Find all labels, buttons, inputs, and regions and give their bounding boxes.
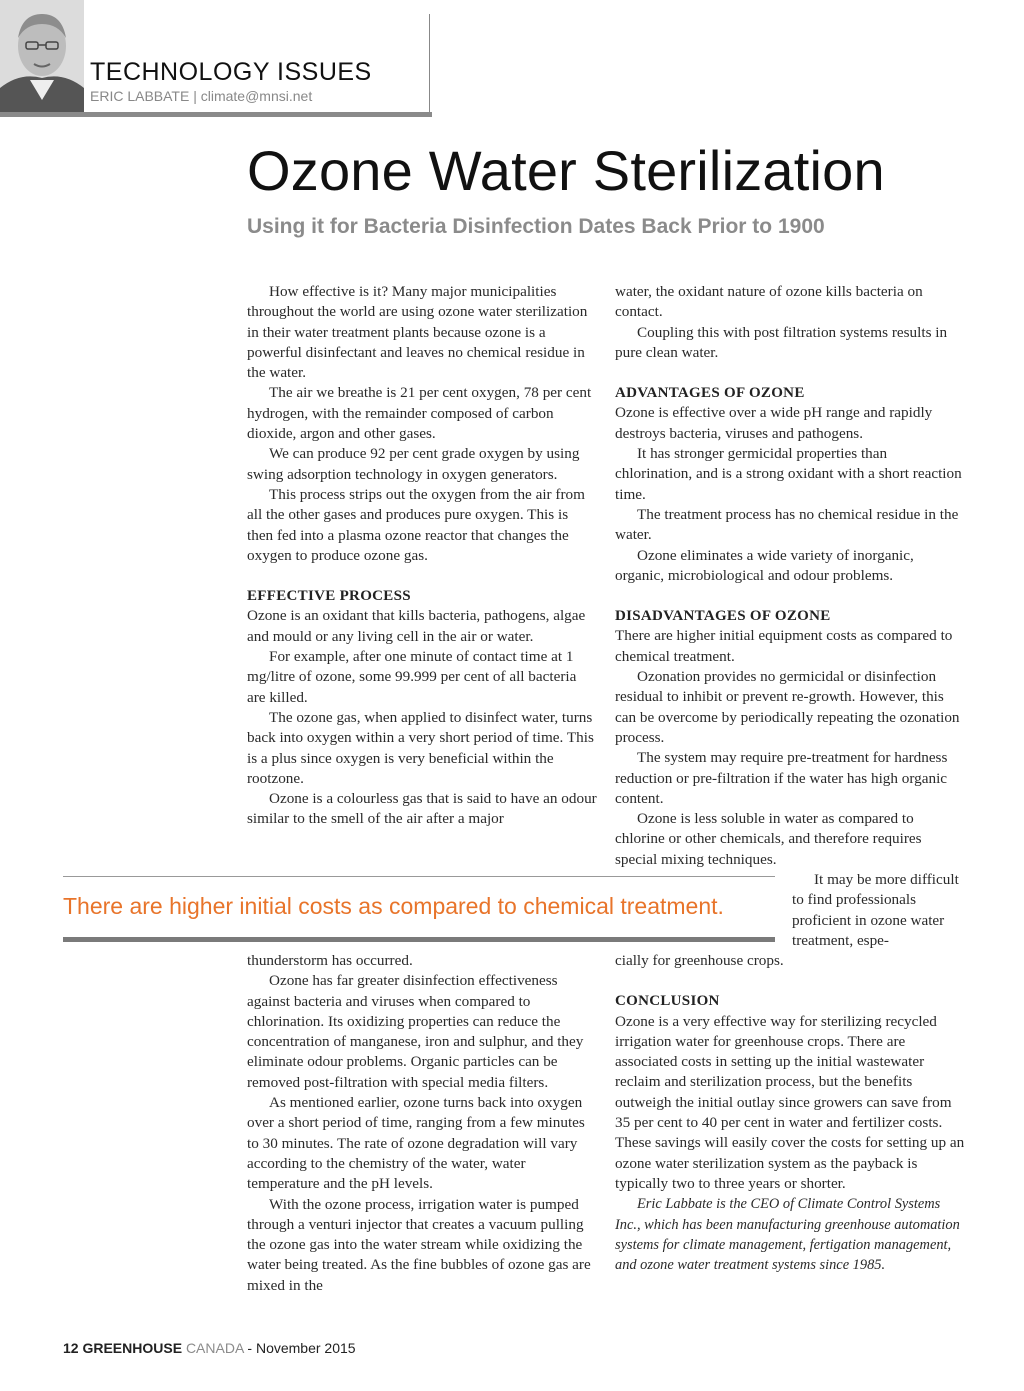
article-subtitle: Using it for Bacteria Disinfection Dates Back Prior to 1900 <box>247 215 825 238</box>
header-divider-bar <box>0 112 432 117</box>
section-heading-disadvantages: DISADVANTAGES OF OZONE <box>615 608 831 625</box>
column-2-bottom <box>615 951 965 1275</box>
paragraph: With the ozone process, irrigation water is pumped through a venturi injector that creates a vacuum pulling the ozone gas into the water stream while oxidizing the water being treated. As the fine bubbles of ozone gas are mixed in the <box>247 1195 591 1294</box>
pull-quote-rule-bottom <box>63 937 775 942</box>
column-1-top <box>247 282 597 830</box>
paragraph: There are higher initial equipment costs as compared to chemical treatment. <box>615 627 953 665</box>
column-1-bottom <box>247 951 597 1296</box>
paragraph: Ozonation provides no germicidal or disinfection residual to inhibit or prevent re-growth. However, this can be overcome by periodically repeating the ozonation process. <box>615 668 960 746</box>
paragraph: Coupling this with post filtration systems results in pure clean water. <box>615 323 948 361</box>
paragraph: For example, after one minute of contact time at 1 mg/litre of ozone, some 99.999 per cent of all bacteria are killed. <box>247 648 577 706</box>
section-heading-advantages: ADVANTAGES OF OZONE <box>615 385 805 402</box>
column-header <box>0 0 432 118</box>
header-divider-vertical <box>429 14 430 114</box>
pull-quote-rule-top <box>63 876 775 877</box>
paragraph: As mentioned earlier, ozone turns back into oxygen over a short period of time, ranging from a few minutes to 30 minutes. The rate of ozone degradation will vary according to the chemistry of the water, water temperature and the pH levels. <box>247 1094 585 1193</box>
paragraph: It has stronger germicidal properties than chlorination, and is a strong oxidant with a short reaction time. <box>615 445 962 503</box>
paragraph: Ozone is effective over a wide pH range and rapidly destroys bacteria, viruses and pathogens. <box>615 404 933 442</box>
page-footer <box>63 1340 356 1356</box>
paragraph: Ozone is a colourless gas that is said to have an odour similar to the smell of the air after a major <box>247 790 597 828</box>
paragraph: The ozone gas, when applied to disinfect water, turns back into oxygen within a very short period of time. This is a plus since oxygen is very beneficial within the rootzone. <box>247 708 594 787</box>
paragraph: Ozone eliminates a wide variety of inorganic, organic, microbiological and odour problems. <box>615 546 914 584</box>
magazine-name-suffix: CANADA <box>185 1340 244 1356</box>
paragraph: Ozone is less soluble in water as compared to chlorine or other chemicals, and therefore requires special mixing techniques. <box>615 810 922 868</box>
paragraph: The treatment process has no chemical residue in the water. <box>615 505 959 544</box>
paragraph: Ozone is a very effective way for sterilizing recycled irrigation water for greenhouse crops. There are associated costs in setting up the initial wastewater reclaim and sterilization process, but the benefits outweigh the initial outlay since growers can save from 35 per cent to 40 per cent in water and fertilizer costs. These savings will easily cover the costs for setting up an ozone water sterilization system as the payback is typically two to three years or shorter. <box>615 1012 965 1192</box>
author-photo <box>0 0 84 112</box>
author-byline: ERIC LABBATE | climate@mnsi.net <box>90 88 313 104</box>
author-portrait <box>0 0 84 112</box>
paragraph: cially for greenhouse crops. <box>615 952 784 969</box>
paragraph: Ozone is an oxidant that kills bacteria, pathogens, algae and mould or any living cell in the air or water. <box>247 607 586 645</box>
paragraph: Ozone has far greater disinfection effectiveness against bacteria and viruses when compared to chlorination. Its oxidizing properties can reduce the concentration of manganese, iron and sulphur, and they eliminate odour problems. Organic particles can be removed post-filtration with special media filters. <box>247 972 584 1091</box>
paragraph: How effective is it? Many major municipalities throughout the world are using ozone water sterilization in their water treatment plants because ozone is a powerful disinfectant and leaves no chemical residue in the water. <box>247 283 588 382</box>
paragraph: water, the oxidant nature of ozone kills bacteria on contact. <box>615 283 923 321</box>
article-title: Ozone Water Sterilization <box>247 139 885 202</box>
paragraph: The air we breathe is 21 per cent oxygen, 78 per cent hydrogen, with the remainder composed of carbon dioxide, argon and other gases. <box>247 384 592 443</box>
author-bio: Eric Labbate is the CEO of Climate Control Systems Inc., which has been manufacturing greenhouse automation systems for climate management, fertigation management, and ozone water treatment systems since 1985. <box>615 1196 960 1274</box>
column-2-top <box>615 282 965 870</box>
section-heading-conclusion: CONCLUSION <box>615 993 720 1010</box>
paragraph: This process strips out the oxygen from the air from all the other gases and produces pure oxygen. This is then fed into a plasma ozone reactor that changes the oxygen to produce ozone gas. <box>247 485 585 564</box>
paragraph: It may be more difficult to find professionals proficient in ozone water treatment, espe- <box>792 871 959 949</box>
paragraph: We can produce 92 per cent grade oxygen by using swing adsorption technology in oxygen generators. <box>247 445 580 483</box>
magazine-name: GREENHOUSE <box>82 1340 183 1356</box>
column-title: TECHNOLOGY ISSUES <box>90 58 372 86</box>
pull-quote: There are higher initial costs as compared to chemical treatment. <box>63 893 724 919</box>
section-heading-effective-process: EFFECTIVE PROCESS <box>247 588 411 605</box>
page-number: 12 <box>63 1340 79 1356</box>
wrapped-paragraph <box>792 870 967 951</box>
paragraph: thunderstorm has occurred. <box>247 952 413 969</box>
paragraph: The system may require pre-treatment for hardness reduction or pre-filtration if the water has high organic content. <box>615 749 948 807</box>
issue-date: - November 2015 <box>247 1340 356 1356</box>
